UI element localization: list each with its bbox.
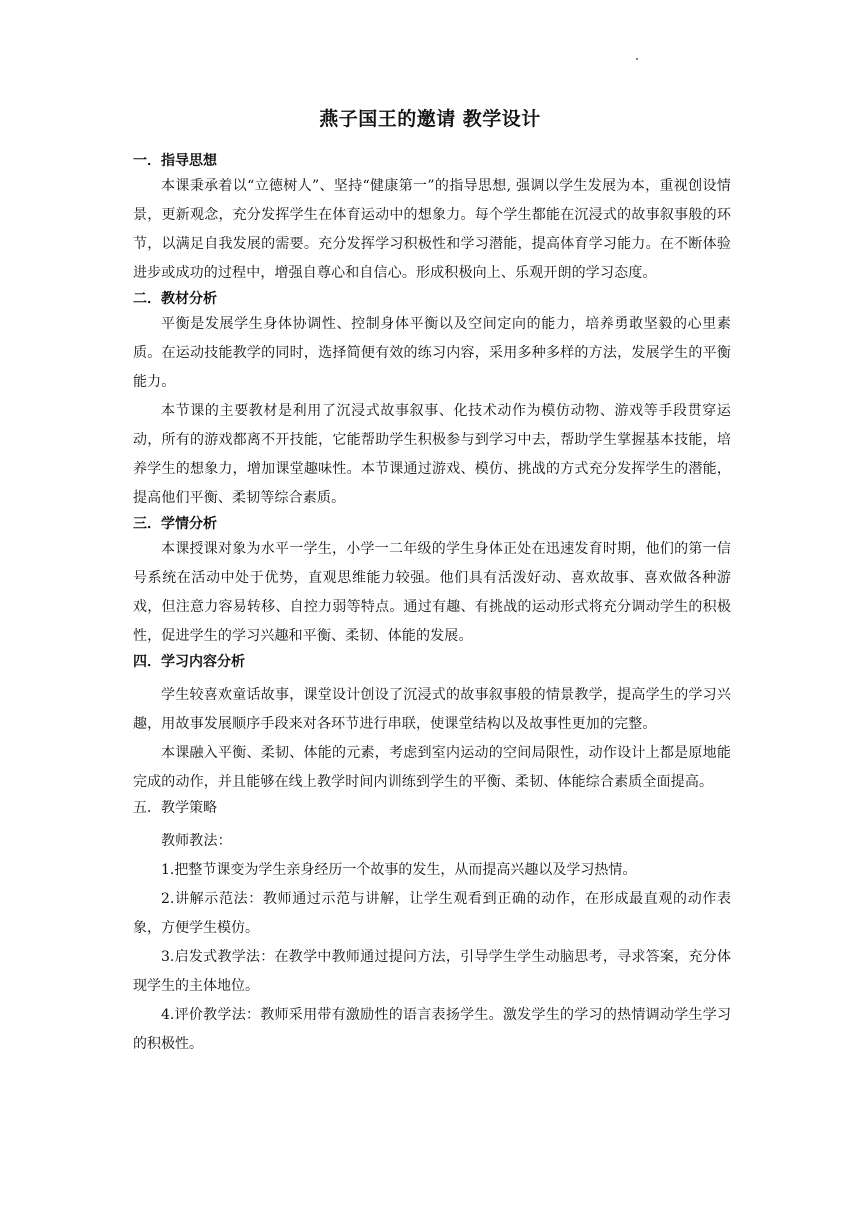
section-paragraph: 平衡是发展学生身体协调性、控制身体平衡以及空间定向的能力，培养勇敢坚毅的心里素质。在运动技能教学的同时，选择简便有效的练习内容，采用多种多样的方法，发展学生的平衡能力。 (133, 316, 731, 390)
section-paragraph: 本课秉承着以“立德树人”、坚持“健康第一”的指导思想, 强调以学生发展为本，重视创设情景，更新观念，充分发挥学生在体育运动中的想象力。每个学生都能在沉浸式的故事叙事般的环节，以满足自我发展的需要。充分发挥学习积极性和学习潜能，提高体育学习能力。在不断体验进步或成功的过程中，增强自尊心和自信心。形成积极向上、乐观开朗的学习态度。 (133, 178, 731, 281)
header-mark (636, 58, 638, 60)
section-paragraph: 本课授课对象为水平一学生，小学一二年级的学生身体正处在迅速发育时期，他们的第一信号系统在活动中处于优势，直观思维能力较强。他们具有活泼好动、喜欢故事、喜欢做各种游戏，但注意力容易转移、自控力弱等特点。通过有趣、有挑战的运动形式将充分调动学生的积极性，促进学生的学习兴趣和平衡、柔韧、体能的发展。 (133, 541, 731, 644)
section-paragraph: 学生较喜欢童话故事，课堂设计创设了沉浸式的故事叙事般的情景教学，提高学生的学习兴趣，用故事发展顺序手段来对各环节进行串联，使课堂结构以及故事性更加的完整。 (133, 687, 731, 732)
document-body (133, 150, 731, 1059)
section-heading-teaching-strategy: 五．教学策略 (133, 800, 217, 816)
strategy-item: 2.讲解示范法：教师通过示范与讲解，让学生观看到正确的动作，在形成最直观的动作表象，方便学生模仿。 (133, 891, 731, 936)
section-paragraph: 本节课的主要教材是利用了沉浸式故事叙事、化技术动作为模仿动物、游戏等手段贯穿运动，所有的游戏都离不开技能，它能帮助学生积极参与到学习中去，帮助学生掌握基本技能，培养学生的想象力，增加课堂趣味性。本节课通过游戏、模仿、挑战的方式充分发挥学生的潜能，提高他们平衡、柔韧等综合素质。 (133, 403, 731, 506)
strategy-item: 3.启发式教学法：在教学中教师通过提问方法，引导学生学生动脑思考，寻求答案，充分体现学生的主体地位。 (133, 949, 731, 994)
strategy-item: 1.把整节课变为学生亲身经历一个故事的发生，从而提高兴趣以及学习热情。 (161, 862, 637, 878)
section-heading-content-analysis: 四．学习内容分析 (133, 654, 245, 670)
strategy-item: 4.评价教学法：教师采用带有激励性的语言表扬学生。激发学生的学习的热情调动学生学习的积极性。 (133, 1007, 731, 1052)
document-title: 燕子国王的邀请 教学设计 (319, 108, 541, 130)
teaching-methods-intro: 教师教法： (161, 833, 232, 849)
section-heading-material-analysis: 二．教材分析 (133, 291, 217, 307)
section-heading-learner-analysis: 三．学情分析 (133, 516, 217, 532)
section-paragraph: 本课融入平衡、柔韧、体能的元素，考虑到室内运动的空间局限性，动作设计上都是原地能完成的动作，并且能够在线上教学时间内训练到学生的平衡、柔韧、体能综合素质全面提高。 (133, 745, 731, 790)
section-heading-guiding-ideology: 一．指导思想 (133, 153, 217, 169)
